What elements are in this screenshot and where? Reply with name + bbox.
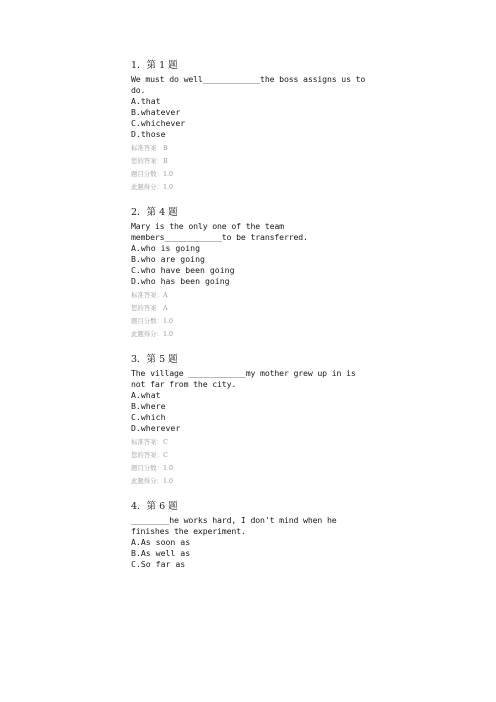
question-title: 2．第 4 题 [131,207,178,218]
option-a: A.what [131,390,161,400]
your-answer: 您的答案：A [131,304,168,312]
question-3 [131,354,371,485]
question-title: 1．第 1 题 [131,60,178,71]
option-d: D.who has been going [131,276,230,286]
question-text: We must do well____________the boss assigns us to do. [131,74,370,95]
option-c: C.who have been going [131,265,235,275]
question-score: 题目分数：1.0 [131,464,174,472]
option-c: C.So far as [131,559,186,569]
standard-answer: 标准答案：A [131,291,168,299]
question-1 [131,60,371,191]
option-a: A.As soon as [131,537,191,547]
your-answer: 您的答案：B [131,157,168,165]
earned-score: 此题得分：1.0 [131,477,174,485]
earned-score: 此题得分：1.0 [131,330,174,338]
earned-score: 此题得分：1.0 [131,183,174,191]
option-c: C.which [131,412,166,422]
option-b: B.whatever [131,107,181,117]
option-c: C.whichever [131,118,186,128]
question-title: 3．第 5 题 [131,354,178,365]
standard-answer: 标准答案：C [131,438,168,446]
question-text: Mary is the only one of the team members____________to be transferred. [131,221,308,242]
your-answer: 您的答案：C [131,451,168,459]
question-score: 题目分数：1.0 [131,170,174,178]
option-b: B.who are going [131,254,205,264]
question-text: ________he works hard, I don't mind when he finishes the experiment. [131,515,342,536]
question-4 [131,501,371,570]
question-2 [131,207,371,338]
option-a: A.who is going [131,243,201,253]
question-title: 4．第 6 题 [131,501,178,512]
option-d: D.wherever [131,423,181,433]
option-b: B.As well as [131,548,191,558]
document-page [131,60,371,586]
option-b: B.where [131,401,166,411]
option-d: D.those [131,129,166,139]
question-score: 题目分数：1.0 [131,317,174,325]
option-a: A.that [131,96,161,106]
question-text: The village ____________my mother grew up in is not far from the city. [131,368,361,389]
standard-answer: 标准答案：B [131,144,168,152]
